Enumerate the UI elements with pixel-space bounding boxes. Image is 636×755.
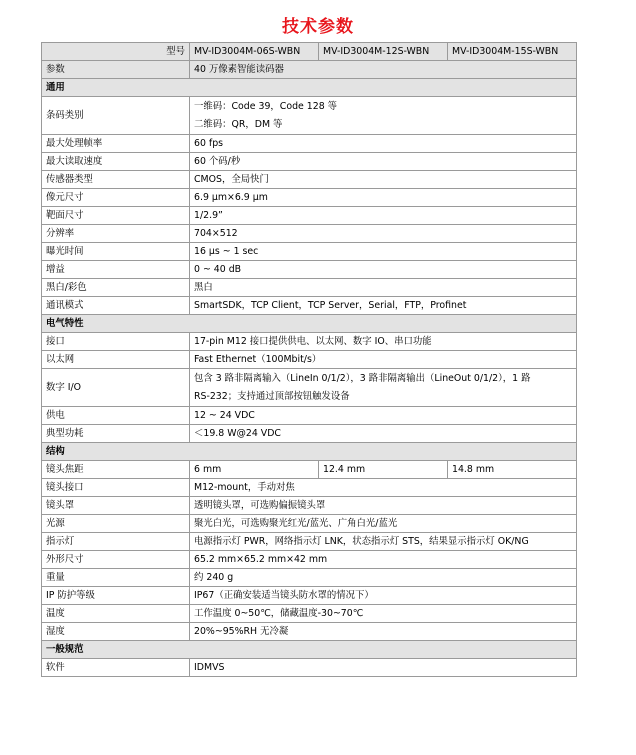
section-title: 电气特性 xyxy=(42,315,577,333)
row-value: M12-mount，手动对焦 xyxy=(190,479,577,497)
row-value: 65.2 mm×65.2 mm×42 mm xyxy=(190,551,577,569)
table-row xyxy=(42,207,577,225)
row-label: 典型功耗 xyxy=(42,425,190,443)
focal-15s: 14.8 mm xyxy=(448,461,577,479)
row-value: 60 fps xyxy=(190,135,577,153)
table-row xyxy=(42,153,577,171)
row-value: 12 ~ 24 VDC xyxy=(190,407,577,425)
table-row xyxy=(42,243,577,261)
param-label: 参数 xyxy=(42,61,190,79)
focal-06s: 6 mm xyxy=(190,461,319,479)
row-label: 曝光时间 xyxy=(42,243,190,261)
table-row xyxy=(42,225,577,243)
row-label: 增益 xyxy=(42,261,190,279)
section-structure xyxy=(42,443,577,461)
row-label: 外形尺寸 xyxy=(42,551,190,569)
table-row xyxy=(42,407,577,425)
table-row xyxy=(42,479,577,497)
table-row xyxy=(42,497,577,515)
model-12s: MV-ID3004M-12S-WBN xyxy=(319,43,448,61)
table-row xyxy=(42,605,577,623)
model-15s: MV-ID3004M-15S-WBN xyxy=(448,43,577,61)
section-spec xyxy=(42,641,577,659)
row-value: 1/2.9” xyxy=(190,207,577,225)
table-row xyxy=(42,515,577,533)
row-label: 指示灯 xyxy=(42,533,190,551)
section-title: 一般规范 xyxy=(42,641,577,659)
table-row xyxy=(42,171,577,189)
row-value: 16 μs ~ 1 sec xyxy=(190,243,577,261)
row-label: 光源 xyxy=(42,515,190,533)
row-label: 黑白/彩色 xyxy=(42,279,190,297)
row-label: 以太网 xyxy=(42,351,190,369)
table-row xyxy=(42,623,577,641)
table-row xyxy=(42,261,577,279)
row-value: 6.9 μm×6.9 μm xyxy=(190,189,577,207)
row-label: 传感器类型 xyxy=(42,171,190,189)
row-value: 工作温度 0~50℃，储藏温度-30~70℃ xyxy=(190,605,577,623)
row-value: 黑白 xyxy=(190,279,577,297)
section-general xyxy=(42,79,577,97)
table-row xyxy=(42,587,577,605)
header-row-model xyxy=(42,43,577,61)
table-row xyxy=(42,461,577,479)
section-title: 通用 xyxy=(42,79,577,97)
table-row xyxy=(42,569,577,587)
table-row xyxy=(42,297,577,315)
header-row-param xyxy=(42,61,577,79)
table-row xyxy=(42,97,577,135)
table-row xyxy=(42,351,577,369)
row-value: 60 个码/秒 xyxy=(190,153,577,171)
row-value: 聚光白光，可选购聚光红光/蓝光、广角白光/蓝光 xyxy=(190,515,577,533)
table-row xyxy=(42,333,577,351)
model-label: 型号 xyxy=(42,43,190,61)
row-value xyxy=(190,97,577,135)
table-row xyxy=(42,279,577,297)
row-value: ＜19.8 W@24 VDC xyxy=(190,425,577,443)
section-title: 结构 xyxy=(42,443,577,461)
focal-12s: 12.4 mm xyxy=(319,461,448,479)
row-value: IDMVS xyxy=(190,659,577,677)
spec-table xyxy=(41,42,577,677)
page-title: 技术参数 xyxy=(282,17,354,37)
row-label: 分辨率 xyxy=(42,225,190,243)
table-row xyxy=(42,659,577,677)
table-row xyxy=(42,369,577,407)
row-label: 湿度 xyxy=(42,623,190,641)
row-value: 17-pin M12 接口提供供电、以太网、数字 IO、串口功能 xyxy=(190,333,577,351)
row-label: 最大读取速度 xyxy=(42,153,190,171)
row-value: 透明镜头罩，可选购偏振镜头罩 xyxy=(190,497,577,515)
table-row xyxy=(42,189,577,207)
row-value: SmartSDK，TCP Client，TCP Server，Serial，FTP，Profinet xyxy=(190,297,577,315)
row-label: IP 防护等级 xyxy=(42,587,190,605)
row-label: 通讯模式 xyxy=(42,297,190,315)
barcode-2d: 二维码：QR，DM 等 xyxy=(194,119,283,130)
row-value: IP67（正确安装适当镜头防水罩的情况下） xyxy=(190,587,577,605)
row-label: 数字 I/O xyxy=(42,369,190,407)
table-row xyxy=(42,551,577,569)
table-row xyxy=(42,425,577,443)
product-name: 40 万像素智能读码器 xyxy=(190,61,577,79)
model-06s: MV-ID3004M-06S-WBN xyxy=(190,43,319,61)
row-value xyxy=(190,369,577,407)
row-label: 镜头罩 xyxy=(42,497,190,515)
row-label: 接口 xyxy=(42,333,190,351)
table-row xyxy=(42,533,577,551)
row-value: 704×512 xyxy=(190,225,577,243)
row-value: 电源指示灯 PWR，网络指示灯 LNK，状态指示灯 STS，结果显示指示灯 OK/NG xyxy=(190,533,577,551)
row-value: CMOS，全局快门 xyxy=(190,171,577,189)
row-label: 最大处理帧率 xyxy=(42,135,190,153)
row-value: 约 240 g xyxy=(190,569,577,587)
row-label: 镜头焦距 xyxy=(42,461,190,479)
table-row xyxy=(42,135,577,153)
row-label: 像元尺寸 xyxy=(42,189,190,207)
row-label: 镜头接口 xyxy=(42,479,190,497)
row-label: 重量 xyxy=(42,569,190,587)
row-value: 0 ~ 40 dB xyxy=(190,261,577,279)
digital-io-line2: RS-232；支持通过顶部按钮触发设备 xyxy=(194,391,350,402)
row-label: 条码类别 xyxy=(42,97,190,135)
row-label: 靶面尺寸 xyxy=(42,207,190,225)
row-label: 供电 xyxy=(42,407,190,425)
section-electrical xyxy=(42,315,577,333)
digital-io-line1: 包含 3 路非隔离输入（LineIn 0/1/2），3 路非隔离输出（LineOut 0/1/2），1 路 xyxy=(194,373,531,384)
row-label: 温度 xyxy=(42,605,190,623)
barcode-1d: 一维码：Code 39，Code 128 等 xyxy=(194,101,338,112)
row-value: 20%~95%RH 无冷凝 xyxy=(190,623,577,641)
row-value: Fast Ethernet（100Mbit/s） xyxy=(190,351,577,369)
row-label: 软件 xyxy=(42,659,190,677)
